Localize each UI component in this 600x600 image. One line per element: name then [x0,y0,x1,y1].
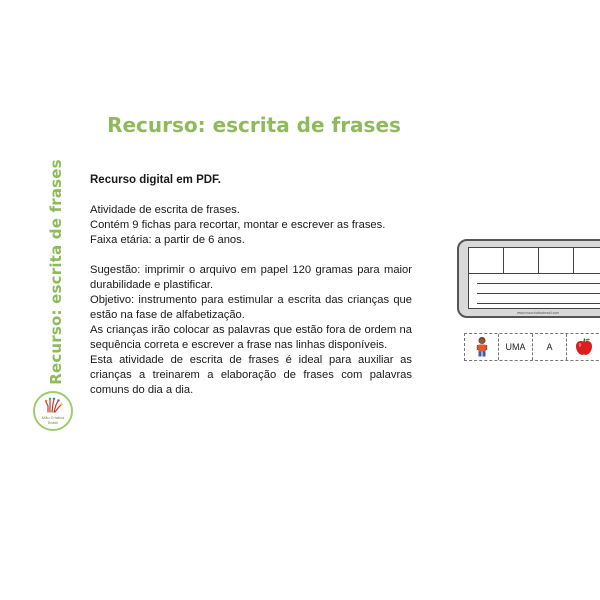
apple-icon [574,337,594,357]
word-box [469,248,504,274]
intro-line: Contém 9 fichas para recortar, montar e escrever as frases. [90,219,386,231]
word-box [539,248,574,274]
boy-icon [475,336,489,358]
side-title: Recurso: escrita de frases [47,159,65,385]
card-site-text: www.maocriativabrasil.com [517,311,560,315]
paragraph: Objetivo: instrumento para estimular a escrita das crianças que estão na fase de alfabetização. [90,294,412,321]
brand-logo [33,391,73,431]
card-writing-area [468,247,600,309]
word-box [574,248,600,274]
word-card: A [533,334,567,360]
description-text [90,173,412,398]
paragraph: As crianças irão colocar as palavras que estão fora de ordem na sequência correta e escrever a frase nas linhas disponíveis. [90,324,412,351]
intro-line: Faixa etária: a partir de 6 anos. [90,234,245,246]
hand-paint-icon [42,397,64,413]
word-card: UMA [499,334,533,360]
word-boxes [469,248,600,274]
paragraph: Sugestão: imprimir o arquivo em papel 120 gramas para maior durabilidade e plastificar. [90,264,412,291]
word-box [504,248,539,274]
apple-illustration [567,334,600,360]
boy-illustration [465,334,499,360]
paragraph: Esta atividade de escrita de frases é ideal para auxiliar as crianças a treinarem a elaboração de frases com palavras comuns do dia a dia. [90,354,412,396]
intro-line: Atividade de escrita de frases. [90,204,240,216]
writing-line [477,283,600,284]
word-cards-strip [464,333,600,361]
logo-text: Mão Criativa Brasil [41,415,65,425]
sentence-writing-card [457,239,600,318]
writing-line [477,293,600,294]
page-title: Recurso: escrita de frases [107,113,401,137]
writing-line [477,303,600,304]
content-heading: Recurso digital em PDF. [90,174,222,186]
